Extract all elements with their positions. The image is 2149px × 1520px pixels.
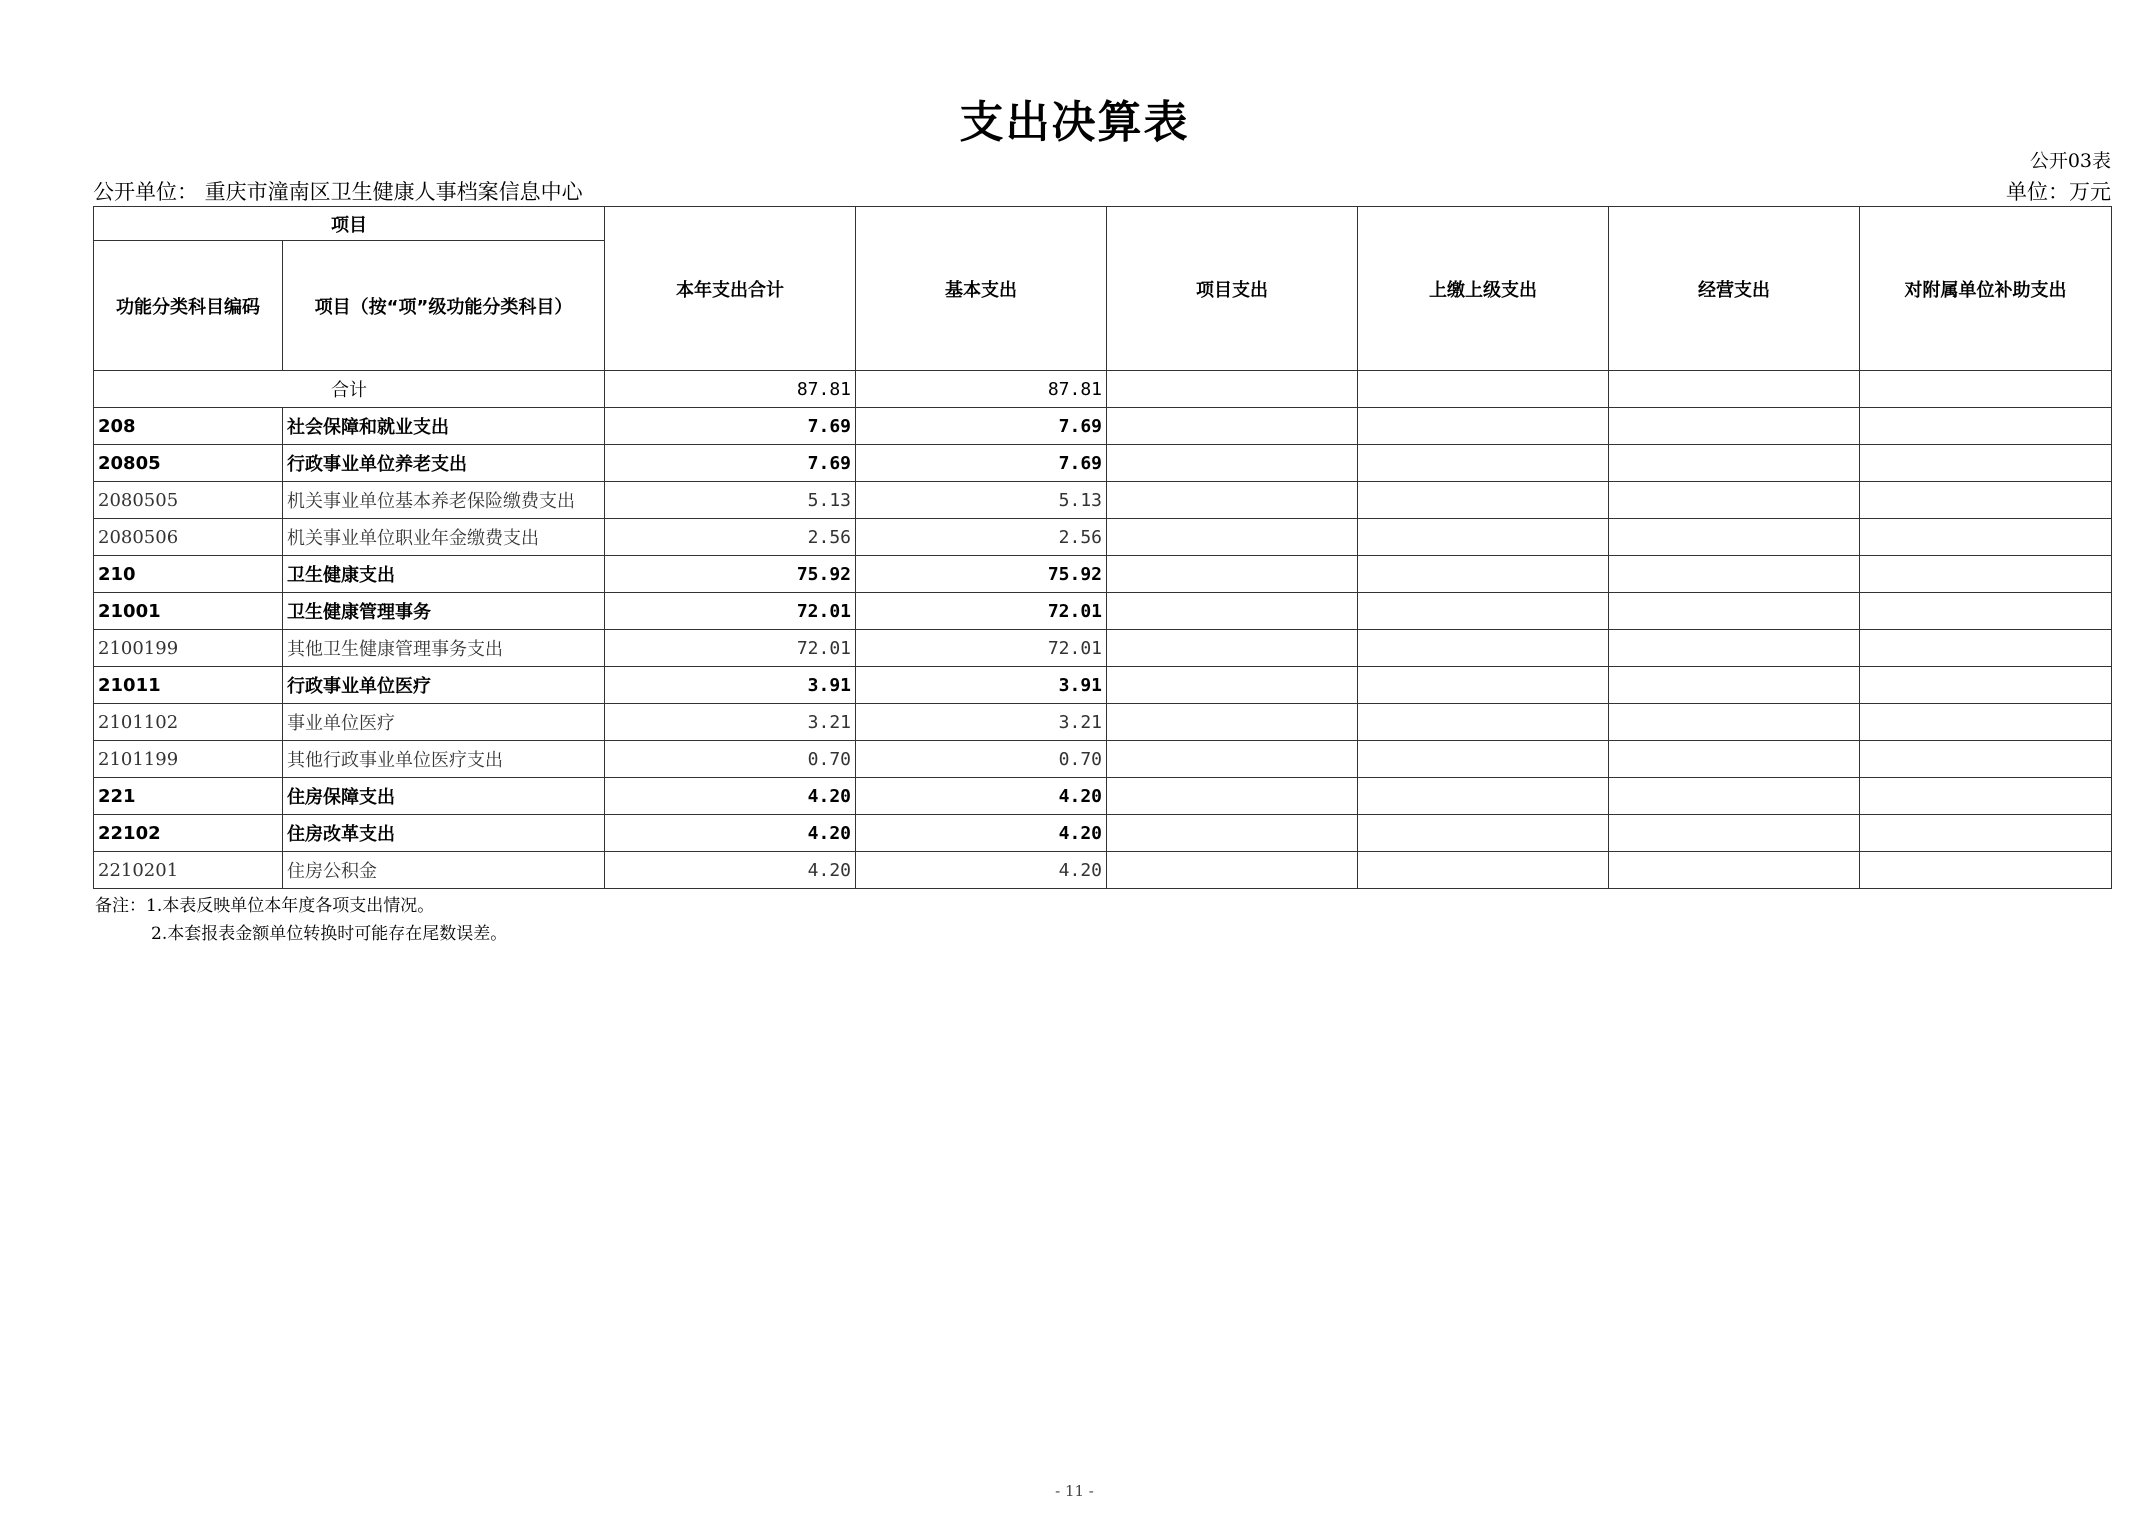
header-name: 项目（按“项”级功能分类科目） (283, 241, 605, 371)
basic-cell: 75.92 (856, 556, 1107, 593)
header-upper-payment: 上缴上级支出 (1358, 207, 1609, 371)
basic-cell: 3.21 (856, 704, 1107, 741)
page-title: 支出决算表 (959, 97, 1190, 148)
business-cell (1609, 667, 1860, 704)
basic-cell: 7.69 (856, 445, 1107, 482)
upper-cell (1358, 593, 1609, 630)
name-cell: 机关事业单位基本养老保险缴费支出 (283, 482, 605, 519)
table-row (94, 408, 2112, 445)
total-cell: 3.21 (605, 704, 856, 741)
subsidy-cell (1860, 371, 2112, 408)
subsidy-cell (1860, 852, 2112, 889)
basic-cell: 4.20 (856, 778, 1107, 815)
subsidy-cell (1860, 778, 2112, 815)
code-cell: 2080506 (94, 519, 283, 556)
table-row (94, 445, 2112, 482)
table-row (94, 593, 2112, 630)
unit-line (93, 176, 2111, 202)
project-exp-cell (1107, 667, 1358, 704)
note-2: 2.本套报表金额单位转换时可能存在尾数误差。 (151, 924, 508, 944)
total-cell: 72.01 (605, 593, 856, 630)
total-cell: 4.20 (605, 778, 856, 815)
total-cell: 3.91 (605, 667, 856, 704)
business-cell (1609, 519, 1860, 556)
upper-cell (1358, 704, 1609, 741)
basic-cell: 4.20 (856, 815, 1107, 852)
basic-cell: 72.01 (856, 630, 1107, 667)
subsidy-cell (1860, 556, 2112, 593)
total-label: 合计 (94, 371, 605, 408)
table-row (94, 519, 2112, 556)
table-row (94, 778, 2112, 815)
project-exp-cell (1107, 741, 1358, 778)
business-cell (1609, 778, 1860, 815)
subsidy-cell (1860, 593, 2112, 630)
table-row (94, 556, 2112, 593)
total-cell: 72.01 (605, 630, 856, 667)
header-project-expenditure: 项目支出 (1107, 207, 1358, 371)
table-row (94, 852, 2112, 889)
name-cell: 住房公积金 (283, 852, 605, 889)
subsidy-cell (1860, 704, 2112, 741)
total-cell: 75.92 (605, 556, 856, 593)
business-cell (1609, 815, 1860, 852)
project-exp-cell (1107, 519, 1358, 556)
name-cell: 事业单位医疗 (283, 704, 605, 741)
code-cell: 2101199 (94, 741, 283, 778)
upper-cell (1358, 556, 1609, 593)
header-subsidy: 对附属单位补助支出 (1860, 207, 2112, 371)
project-exp-cell (1107, 482, 1358, 519)
basic-cell: 0.70 (856, 741, 1107, 778)
code-cell: 221 (94, 778, 283, 815)
table-row (94, 630, 2112, 667)
business-cell (1609, 630, 1860, 667)
total-cell: 7.69 (605, 445, 856, 482)
name-cell: 行政事业单位医疗 (283, 667, 605, 704)
total-cell: 0.70 (605, 741, 856, 778)
basic-cell: 7.69 (856, 408, 1107, 445)
code-cell: 2080505 (94, 482, 283, 519)
project-exp-cell (1107, 852, 1358, 889)
reporting-unit: 公开单位： 重庆市潼南区卫生健康人事档案信息中心 (93, 180, 583, 204)
project-exp-cell (1107, 371, 1358, 408)
business-cell (1609, 371, 1860, 408)
notes (95, 892, 507, 948)
upper-cell (1358, 741, 1609, 778)
business-cell (1609, 445, 1860, 482)
business-cell (1609, 482, 1860, 519)
code-cell: 210 (94, 556, 283, 593)
name-cell: 其他卫生健康管理事务支出 (283, 630, 605, 667)
name-cell: 卫生健康管理事务 (283, 593, 605, 630)
upper-cell (1358, 852, 1609, 889)
total-row (94, 371, 2112, 408)
business-cell (1609, 408, 1860, 445)
total-cell: 5.13 (605, 482, 856, 519)
header-basic: 基本支出 (856, 207, 1107, 371)
name-cell: 机关事业单位职业年金缴费支出 (283, 519, 605, 556)
project-exp-cell (1107, 445, 1358, 482)
project-exp-cell (1107, 630, 1358, 667)
expenditure-table (93, 206, 2112, 889)
business-cell (1609, 556, 1860, 593)
basic-cell: 2.56 (856, 519, 1107, 556)
form-number: 公开03表 (2029, 150, 2111, 172)
upper-cell (1358, 371, 1609, 408)
header-business: 经营支出 (1609, 207, 1860, 371)
business-cell (1609, 852, 1860, 889)
business-cell (1609, 704, 1860, 741)
basic-cell: 72.01 (856, 593, 1107, 630)
upper-cell (1358, 408, 1609, 445)
subsidy-cell (1860, 741, 2112, 778)
subsidy-cell (1860, 667, 2112, 704)
total-cell: 4.20 (605, 852, 856, 889)
total-cell: 4.20 (605, 815, 856, 852)
subsidy-cell (1860, 445, 2112, 482)
code-cell: 2210201 (94, 852, 283, 889)
table-row (94, 704, 2112, 741)
name-cell: 住房改革支出 (283, 815, 605, 852)
basic-cell: 3.91 (856, 667, 1107, 704)
total-cell: 2.56 (605, 519, 856, 556)
project-exp-cell (1107, 778, 1358, 815)
project-exp-cell (1107, 815, 1358, 852)
header-total: 本年支出合计 (605, 207, 856, 371)
code-cell: 2100199 (94, 630, 283, 667)
code-cell: 21001 (94, 593, 283, 630)
project-exp-cell (1107, 408, 1358, 445)
subsidy-cell (1860, 519, 2112, 556)
name-cell: 社会保障和就业支出 (283, 408, 605, 445)
name-cell: 住房保障支出 (283, 778, 605, 815)
upper-cell (1358, 519, 1609, 556)
project-exp-cell (1107, 593, 1358, 630)
upper-cell (1358, 445, 1609, 482)
code-cell: 20805 (94, 445, 283, 482)
basic-cell: 4.20 (856, 852, 1107, 889)
subsidy-cell (1860, 408, 2112, 445)
upper-cell (1358, 482, 1609, 519)
project-exp-cell (1107, 556, 1358, 593)
code-cell: 208 (94, 408, 283, 445)
upper-cell (1358, 778, 1609, 815)
header-code: 功能分类科目编码 (94, 241, 283, 371)
code-cell: 21011 (94, 667, 283, 704)
table-row (94, 667, 2112, 704)
name-cell: 其他行政事业单位医疗支出 (283, 741, 605, 778)
upper-cell (1358, 815, 1609, 852)
project-exp-cell (1107, 704, 1358, 741)
name-cell: 行政事业单位养老支出 (283, 445, 605, 482)
total-cell: 87.81 (605, 371, 856, 408)
upper-cell (1358, 667, 1609, 704)
basic-cell: 87.81 (856, 371, 1107, 408)
business-cell (1609, 593, 1860, 630)
upper-cell (1358, 630, 1609, 667)
table-row (94, 741, 2112, 778)
page-number: - 11 - (1055, 1482, 1094, 1500)
subsidy-cell (1860, 630, 2112, 667)
table-row (94, 482, 2112, 519)
subsidy-cell (1860, 815, 2112, 852)
header-project: 项目 (94, 207, 605, 241)
note-1: 备注：1.本表反映单位本年度各项支出情况。 (95, 896, 435, 916)
total-cell: 7.69 (605, 408, 856, 445)
subsidy-cell (1860, 482, 2112, 519)
table-row (94, 815, 2112, 852)
code-cell: 2101102 (94, 704, 283, 741)
code-cell: 22102 (94, 815, 283, 852)
money-unit: 单位：万元 (2006, 180, 2111, 204)
name-cell: 卫生健康支出 (283, 556, 605, 593)
business-cell (1609, 741, 1860, 778)
basic-cell: 5.13 (856, 482, 1107, 519)
